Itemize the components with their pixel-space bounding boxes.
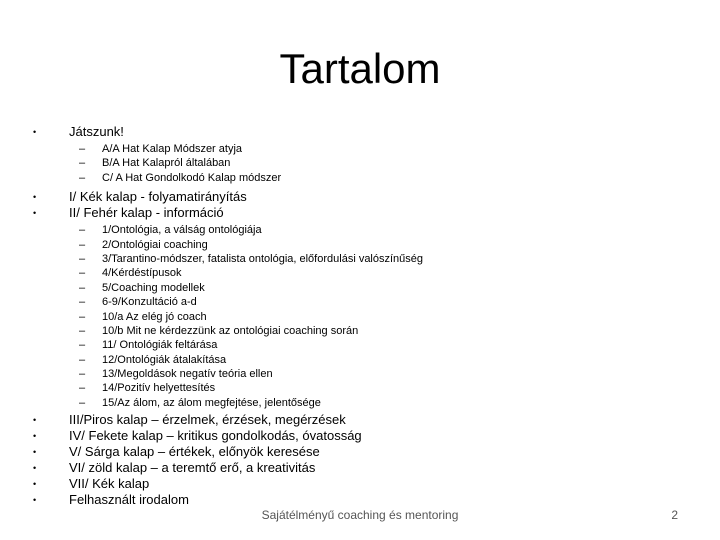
dash-icon: – bbox=[79, 353, 86, 366]
list-item-jatszunk bbox=[30, 124, 710, 140]
sub-item bbox=[30, 353, 710, 367]
dash-icon: – bbox=[79, 281, 86, 294]
dash-icon: – bbox=[79, 143, 86, 155]
bullet-icon: • bbox=[33, 127, 37, 137]
sub-item-label: 10/b Mit ne kérdezzünk az ontológiai coaching során bbox=[102, 324, 359, 337]
list-item-label: VI/ zöld kalap – a teremtő erő, a kreativitás bbox=[69, 460, 316, 476]
list-item-label: II/ Fehér kalap - információ bbox=[69, 205, 224, 221]
sub-item-label: 11/ Ontológiák feltárása bbox=[102, 339, 218, 352]
sub-item-label: 4/Kérdéstípusok bbox=[102, 267, 182, 280]
sub-item bbox=[30, 171, 710, 185]
dash-icon: – bbox=[79, 339, 86, 352]
bullet-icon: • bbox=[33, 415, 37, 426]
dash-icon: – bbox=[79, 157, 86, 170]
sub-item-label: A/A Hat Kalap Módszer atyja bbox=[102, 143, 243, 155]
sub-item bbox=[30, 295, 710, 309]
bullet-icon: • bbox=[33, 495, 37, 506]
dash-icon: – bbox=[79, 252, 86, 265]
sub-item bbox=[30, 142, 710, 156]
sub-item bbox=[30, 367, 710, 381]
list-item bbox=[30, 460, 710, 476]
sub-item-label: 1/Ontológia, a válság ontológiája bbox=[102, 224, 262, 237]
list-item-label: VII/ Kék kalap bbox=[69, 476, 150, 492]
bullet-icon: • bbox=[33, 479, 37, 490]
slide-title: Tartalom bbox=[279, 45, 441, 92]
sub-item bbox=[30, 396, 710, 410]
sub-item bbox=[30, 252, 710, 266]
sub-item-label: 5/Coaching modellek bbox=[102, 281, 205, 294]
slide-footer: Sajátélményű coaching és mentoring bbox=[261, 508, 459, 522]
bullet-icon: • bbox=[33, 431, 37, 442]
sub-item bbox=[30, 381, 710, 395]
bullet-icon: • bbox=[33, 208, 37, 219]
sub-item-label: 14/Pozitív helyettesítés bbox=[102, 382, 216, 395]
sub-item-label: C/ A Hat Gondolkodó Kalap módszer bbox=[102, 171, 282, 184]
dash-icon: – bbox=[79, 171, 86, 184]
dash-icon: – bbox=[79, 267, 86, 280]
content-list bbox=[30, 124, 710, 508]
sub-item-label: B/A Hat Kalapról általában bbox=[102, 157, 231, 170]
list-item-label: V/ Sárga kalap – értékek, előnyök keresése bbox=[69, 444, 320, 460]
sub-item bbox=[30, 310, 710, 324]
sub-item-label: 6-9/Konzultáció a-d bbox=[102, 296, 197, 309]
dash-icon: – bbox=[79, 382, 86, 395]
bullet-icon: • bbox=[33, 447, 37, 458]
sub-item bbox=[30, 238, 710, 252]
dash-icon: – bbox=[79, 324, 86, 337]
list-item-label: IV/ Fekete kalap – kritikus gondolkodás, óvatosság bbox=[69, 428, 362, 444]
dash-icon: – bbox=[79, 238, 86, 251]
sub-item-label: 12/Ontológiák átalakítása bbox=[102, 353, 227, 366]
list-item-label: I/ Kék kalap - folyamatirányítás bbox=[69, 189, 247, 205]
sub-item bbox=[30, 324, 710, 338]
sub-item-label: 13/Megoldások negatív teória ellen bbox=[102, 368, 273, 381]
dash-icon: – bbox=[79, 310, 86, 323]
sub-item bbox=[30, 281, 710, 295]
list-item bbox=[30, 412, 710, 428]
sub-item bbox=[30, 338, 710, 352]
dash-icon: – bbox=[79, 296, 86, 309]
sub-item-label: 2/Ontológiai coaching bbox=[102, 238, 208, 251]
list-item-label: Játszunk! bbox=[69, 124, 124, 139]
list-item bbox=[30, 428, 710, 444]
sub-item-label: 3/Tarantino-módszer, fatalista ontológia, előfordulási valószínűség bbox=[102, 252, 424, 265]
sub-item-label: 15/Az álom, az álom megfejtése, jelentősége bbox=[102, 396, 321, 409]
sub-item bbox=[30, 223, 710, 237]
bullet-icon: • bbox=[33, 192, 37, 203]
list-item bbox=[30, 476, 710, 492]
dash-icon: – bbox=[79, 368, 86, 381]
list-item bbox=[30, 189, 710, 205]
list-item-label: III/Piros kalap – érzelmek, érzések, megérzések bbox=[69, 412, 346, 428]
list-item bbox=[30, 492, 710, 508]
page-number: 2 bbox=[671, 508, 678, 522]
dash-icon: – bbox=[79, 224, 86, 237]
dash-icon: – bbox=[79, 396, 86, 409]
sub-item-label: 10/a Az elég jó coach bbox=[102, 310, 207, 323]
sub-item bbox=[30, 266, 710, 280]
bullet-icon: • bbox=[33, 463, 37, 474]
list-item bbox=[30, 205, 710, 221]
list-item bbox=[30, 444, 710, 460]
list-item-label: Felhasznált irodalom bbox=[69, 492, 189, 508]
sub-item bbox=[30, 156, 710, 170]
